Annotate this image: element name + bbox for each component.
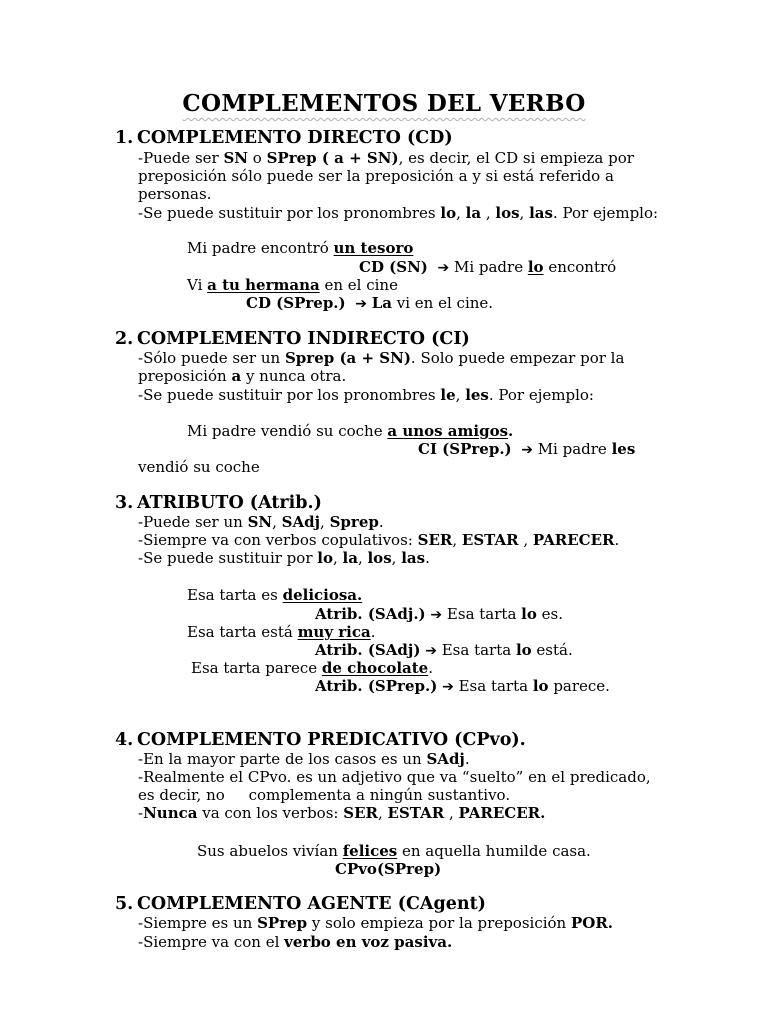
section-heading (115, 894, 486, 914)
text-line: -Puede ser un SN, SAdj, Sprep. (138, 513, 384, 531)
text-line: -Siempre va con verbos copulativos: SER, ESTAR , PARECER. (138, 531, 620, 549)
example-analysis: Atrib. (SPrep.) ➔ Esa tarta lo parece. (315, 677, 610, 695)
section-title: COMPLEMENTO PREDICATIVO (CPvo). (137, 730, 526, 750)
text-line: es decir, no complementa a ningún sustantivo. (138, 786, 511, 804)
example-sentence: Esa tarta está muy rica. (187, 623, 376, 641)
section-number: 2. (115, 329, 134, 349)
text-line: preposición a y nunca otra. (138, 367, 347, 385)
section-title: ATRIBUTO (Atrib.) (137, 493, 322, 513)
text-line: -Sólo puede ser un Sprep (a + SN). Solo puede empezar por la (138, 349, 625, 367)
arrow-right-icon: ➔ (442, 679, 454, 695)
example-analysis: CD (SN) ➔ Mi padre lo encontró (359, 258, 617, 276)
text-line: -Puede ser SN o SPrep ( a + SN), es decir, el CD si empieza por (138, 149, 634, 167)
example-sentence: Mi padre encontró un tesoro (187, 239, 414, 257)
page-title: COMPLEMENTOS DEL VERBO (182, 90, 586, 117)
section-title: COMPLEMENTO DIRECTO (CD) (137, 128, 453, 148)
section-number: 3. (115, 493, 134, 513)
example-analysis: CI (SPrep.) ➔ Mi padre les (418, 440, 636, 458)
example-analysis: CPvo(SPrep) (335, 860, 442, 878)
section-heading (115, 493, 322, 513)
section-number: 5. (115, 894, 134, 914)
section-number: 4. (115, 730, 134, 750)
section-title: COMPLEMENTO AGENTE (CAgent) (137, 894, 486, 914)
text-line: -Realmente el CPvo. es un adjetivo que va “suelto” en el predicado, (138, 768, 651, 786)
text-line: preposición sólo puede ser la preposición a y si está referido a (138, 167, 614, 185)
section-heading (115, 730, 526, 750)
example-analysis: Atrib. (SAdj) ➔ Esa tarta lo está. (315, 641, 573, 659)
text-line: personas. (138, 185, 212, 203)
section-heading (115, 329, 470, 349)
example-sentence: Mi padre vendió su coche a unos amigos. (187, 422, 514, 440)
section-heading (115, 128, 453, 148)
text-line: -Se puede sustituir por lo, la, los, las. (138, 549, 430, 567)
example-sentence: Esa tarta es deliciosa. (187, 586, 363, 604)
arrow-right-icon: ➔ (425, 643, 437, 659)
text-line: vendió su coche (138, 458, 260, 476)
arrow-right-icon: ➔ (430, 607, 443, 623)
example-analysis: Atrib. (SAdj.) ➔ Esa tarta lo es. (315, 605, 563, 623)
text-line: -En la mayor parte de los casos es un SAdj. (138, 750, 470, 768)
arrow-right-icon: ➔ (521, 442, 533, 458)
section-number: 1. (115, 128, 134, 148)
text-line: -Se puede sustituir por los pronombres le, les. Por ejemplo: (138, 386, 594, 404)
example-sentence: Vi a tu hermana en el cine (187, 276, 398, 294)
example-analysis: CD (SPrep.) ➔ La vi en el cine. (246, 294, 494, 312)
text-line: -Siempre va con el verbo en voz pasiva. (138, 933, 453, 951)
text-line: -Se puede sustituir por los pronombres lo, la , los, las. Por ejemplo: (138, 204, 659, 222)
arrow-right-icon: ➔ (437, 260, 450, 276)
arrow-right-icon: ➔ (355, 296, 367, 312)
text-line: -Siempre es un SPrep y solo empieza por la preposición POR. (138, 914, 614, 932)
section-title: COMPLEMENTO INDIRECTO (CI) (137, 329, 470, 349)
example-sentence: Esa tarta parece de chocolate. (191, 659, 433, 677)
text-line: -Nunca va con los verbos: SER, ESTAR , PARECER. (138, 804, 546, 822)
example-sentence: Sus abuelos vivían felices en aquella humilde casa. (197, 842, 591, 860)
